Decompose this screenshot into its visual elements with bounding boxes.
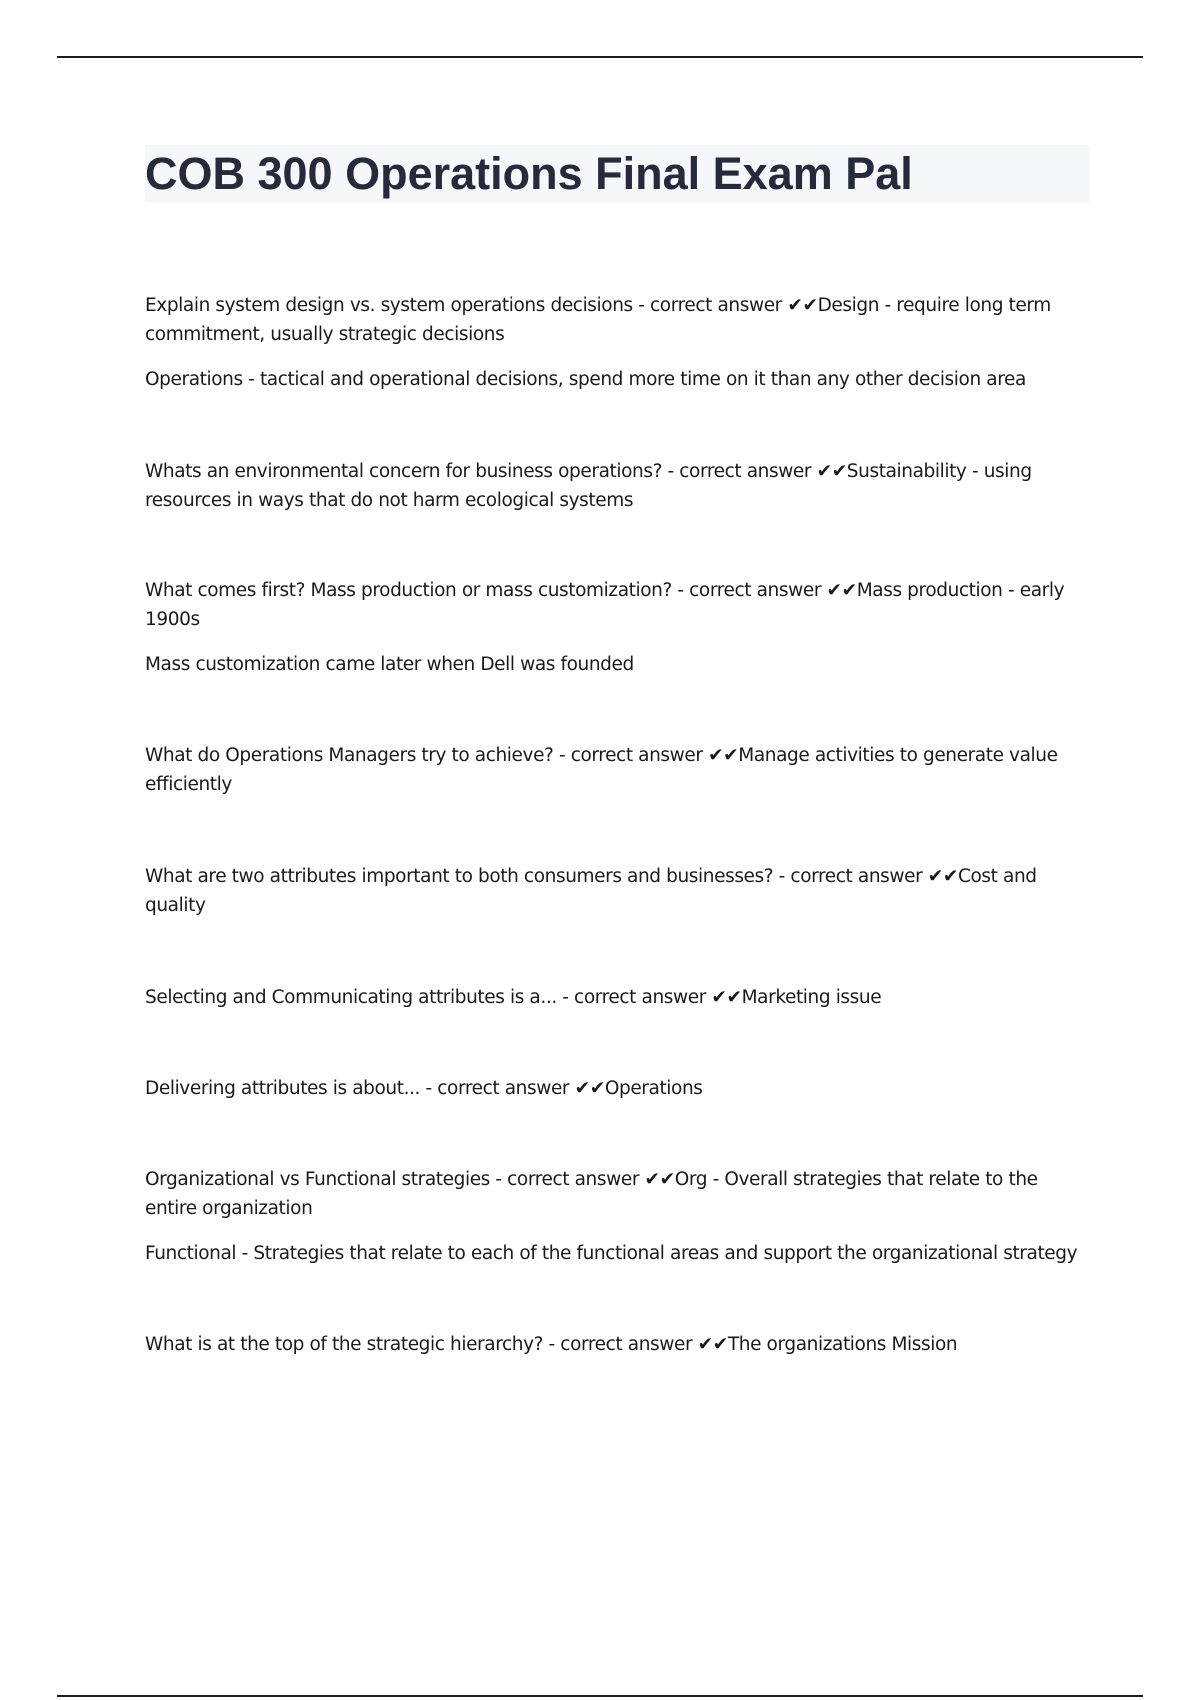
page-title: COB 300 Operations Final Exam Pal: [145, 148, 913, 199]
qa-entry-9: [145, 1330, 1090, 1359]
qa-continuation: Mass customization came later when Dell was founded: [145, 654, 634, 675]
qa-question: What do Operations Managers try to achieve? - correct answer ✔✔Manage activities to generate value efficiently: [145, 745, 1058, 795]
qa-entry-7: [145, 1074, 1090, 1103]
qa-question: Whats an environmental concern for business operations? - correct answer ✔✔Sustainability - using resources in ways that do not harm ecological systems: [145, 461, 1032, 511]
qa-entry-4: [145, 741, 1090, 799]
qa-continuation: Functional - Strategies that relate to each of the functional areas and support the organizational strategy: [145, 1243, 1078, 1264]
header-rule: [57, 56, 1143, 58]
qa-question: Explain system design vs. system operations decisions - correct answer ✔✔Design - require long term commitment, usually strategic decisions: [145, 295, 1051, 345]
qa-question: Selecting and Communicating attributes is a... - correct answer ✔✔Marketing issue: [145, 987, 882, 1008]
qa-entry-5: [145, 862, 1090, 920]
footer-rule: [57, 1695, 1143, 1697]
qa-question: What comes first? Mass production or mass customization? - correct answer ✔✔Mass production - early 1900s: [145, 580, 1065, 630]
qa-question: Delivering attributes is about... - correct answer ✔✔Operations: [145, 1078, 703, 1099]
qa-entry-1: [145, 291, 1090, 394]
qa-entry-2: [145, 457, 1090, 515]
qa-entry-8: [145, 1165, 1090, 1268]
qa-continuation: Operations - tactical and operational decisions, spend more time on it than any other decision area: [145, 369, 1026, 390]
qa-entry-6: [145, 983, 1090, 1012]
qa-entry-3: [145, 576, 1090, 679]
qa-question: Organizational vs Functional strategies - correct answer ✔✔Org - Overall strategies that relate to the entire organization: [145, 1169, 1038, 1219]
qa-question: What is at the top of the strategic hierarchy? - correct answer ✔✔The organizations Mission: [145, 1334, 958, 1355]
qa-question: What are two attributes important to both consumers and businesses? - correct answer ✔✔Cost and quality: [145, 866, 1037, 916]
